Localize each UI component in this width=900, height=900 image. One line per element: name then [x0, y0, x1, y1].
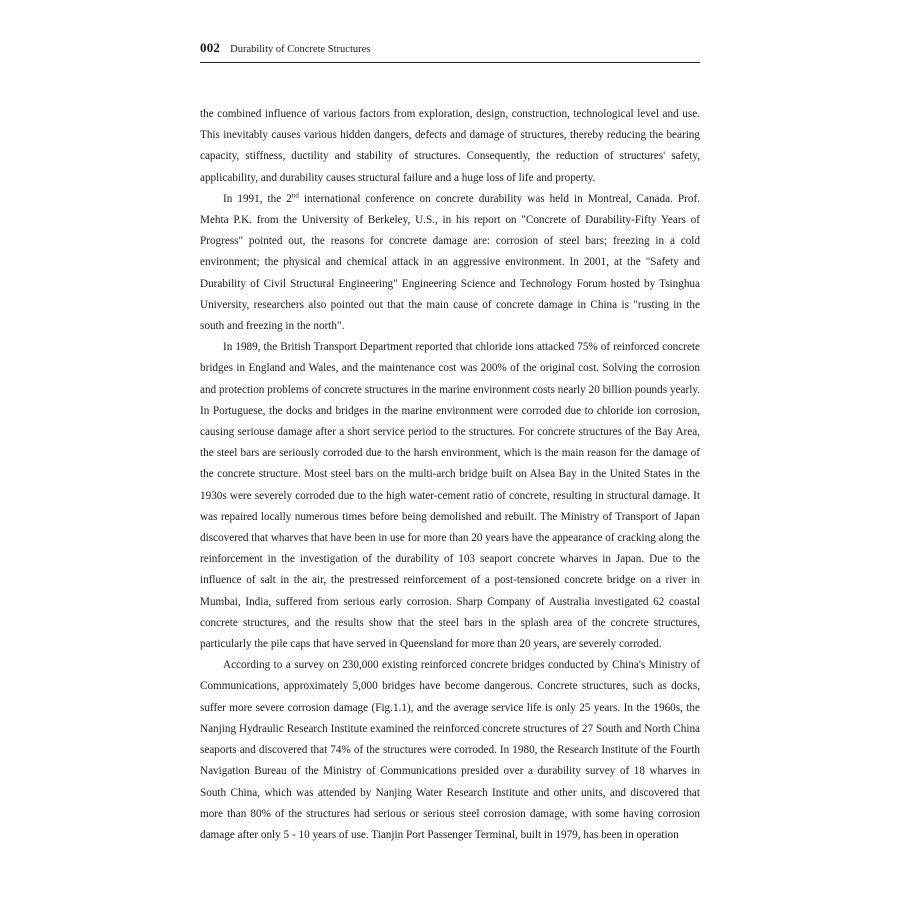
body-text [200, 104, 700, 846]
paragraph-continuation: the combined influence of various factors from exploration, design, construction, technological level and use. This inevitably causes various hidden dangers, defects and damage of structures, thereby reducing the bearing capacity, stiffness, ductility and stability of structures. Consequently, the reduction of structures' safety, applicability, and durability causes structural failure and a huge loss of life and property. [200, 108, 700, 184]
paragraph-china-survey: According to a survey on 230,000 existing reinforced concrete bridges conducted by China's Ministry of Communications, approximately 5,000 bridges have become dangerous. Concrete structures, such as docks, suffer more severe corrosion damage (Fig.1.1), and the average service life is only 25 years. In the 1960s, the Nanjing Hydraulic Research Institute examined the reinforced concrete structures of 27 South and North China seaports and discovered that 74% of the structures were corroded. In 1980, the Research Institute of the Fourth Navigation Bureau of the Ministry of Communications presided over a durability survey of 18 wharves in South China, which was attended by Nanjing Water Research Institute and other units, and discovered that more than 80% of the structures had serious or serious steel corrosion damage, with some having corrosion damage after only 5 - 10 years of use. Tianjin Port Passenger Terminal, built in 1979, has been in operation [200, 659, 700, 841]
page-number: 002 [200, 40, 221, 55]
ordinal-superscript: nd [291, 191, 299, 200]
running-title: Durability of Concrete Structures [230, 44, 371, 55]
paragraph-text-start: In 1991, the 2 [223, 192, 292, 205]
page-header [200, 40, 700, 63]
paragraph-text-rest: international conference on concrete durability was held in Montreal, Canada. Prof. Mehta P.K. from the University of Berkeley, U.S., in his report on "Concrete of Durability-Fifty Years of Progress" pointed out, the reasons for concrete damage are: corrosion of steel bars; freezing in a cold environment; the physical and chemical attack in an aggressive environment. In 2001, at the "Safety and Durability of Civil Structural Engineering" Engineering Science and Technology Forum hosted by Tsinghua University, researchers also pointed out that the main cause of concrete damage in China is "rusting in the south and freezing in the north". [200, 192, 700, 333]
paragraph-1989-british-report: In 1989, the British Transport Department reported that chloride ions attacked 75% of reinforced concrete bridges in England and Wales, and the maintenance cost was 200% of the original cost. Solving the corrosion and protection problems of concrete structures in the marine environment costs nearly 20 billion pounds yearly. In Portuguese, the docks and bridges in the marine environment were corroded due to chloride ion corrosion, causing seriouse damage after a short service period to the structures. For concrete structures of the Bay Area, the steel bars are seriously corroded due to the harsh environment, which is the main reason for the damage of the concrete structure. Most steel bars on the multi-arch bridge built on Alsea Bay in the United States in the 1930s were severely corroded due to the high water-cement ratio of concrete, resulting in structural damage. It was repaired locally numerous times before being demolished and rebuilt. The Ministry of Transport of Japan discovered that wharves that have been in use for more than 20 years have the appearance of cracking along the reinforcement in the investigation of the durability of 103 seaport concrete wharves in Japan. Due to the influence of salt in the air, the prestressed reinforcement of a post-tensioned concrete bridge on a river in Mumbai, India, suffered from serious early corrosion. Sharp Company of Australia investigated 62 coastal concrete structures, and the results show that the steel bars in the splash area of the concrete structures, particularly the pile caps that have served in Queensland for more than 20 years, are severely corroded. [200, 341, 700, 651]
book-page [200, 40, 700, 846]
paragraph-1991-conference [200, 189, 700, 337]
